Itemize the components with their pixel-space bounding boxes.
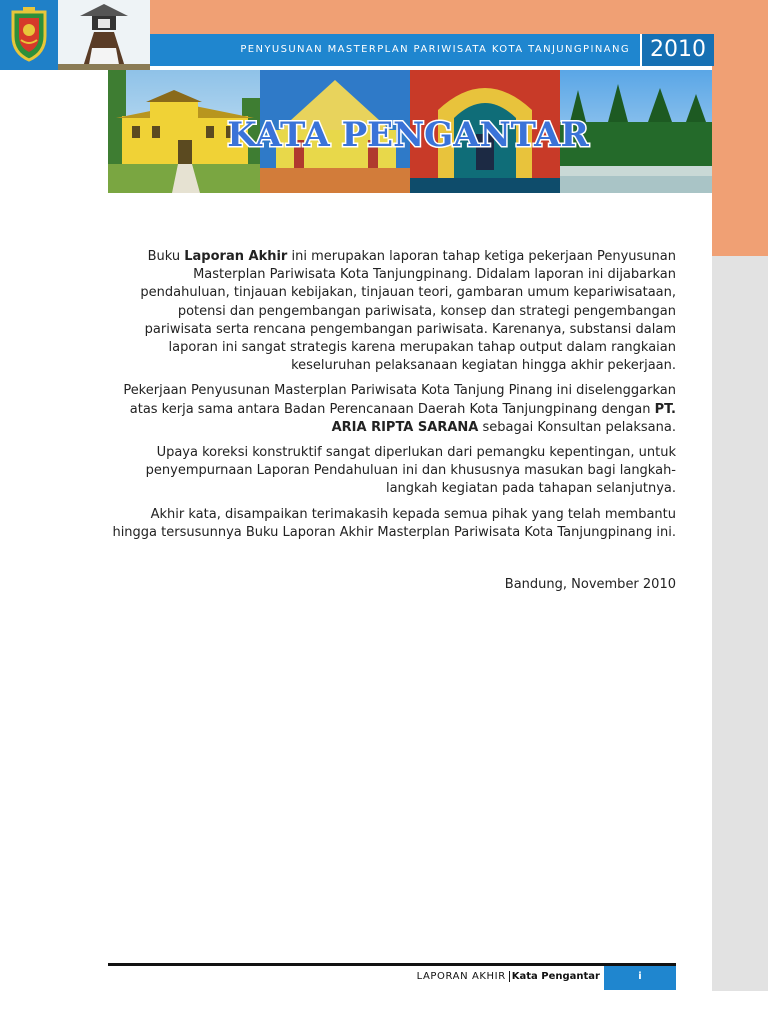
bold-text: Laporan Akhir <box>184 249 288 264</box>
text-run: Pekerjaan Penyusunan Masterplan Pariwisata Kota Tanjung Pinang ini diselenggarkan atas kerja sama antara Badan Perencanaan Daerah Kota Tanjungpinang dengan <box>123 383 676 417</box>
paragraph <box>108 248 676 375</box>
footer-rule <box>108 963 676 966</box>
footer-label <box>108 971 600 982</box>
paragraph <box>108 382 676 437</box>
side-gray-strip <box>712 256 768 991</box>
logo-panel <box>0 0 58 70</box>
bold-text: PT. ARIA RIPTA SARANA <box>331 401 676 435</box>
text-run: ini merupakan laporan tahap ketiga pekerjaan Penyusunan Masterplan Pariwisata Kota Tanjungpinang. Didalam laporan ini dijabarkan pendahuluan, tinjauan kebijakan, tinjauan teori, gambaran umum kepariwisataan, potensi dan pengembangan pariwisata, konsep dan strategi pengembangan pariwisata serta rencana pengembangan pariwisata. Karenanya, substansi dalam laporan ini sangat strategis karena merupakan tahap output dalam rangkaian keseluruhan pelaksanaan kegiatan hingga akhir pekerjaan. <box>140 249 676 374</box>
side-orange-strip <box>712 0 768 256</box>
footer-separator <box>509 971 510 982</box>
year-label: 2010 <box>650 37 706 62</box>
place-date: Bandung, November 2010 <box>504 577 676 592</box>
foreword-body <box>108 248 676 549</box>
year-badge <box>640 34 714 66</box>
footer-report-label: LAPORAN AKHIR <box>416 971 506 982</box>
footer-section: Kata Pengantar <box>511 971 600 982</box>
monument-photo <box>58 0 150 70</box>
text-run: Upaya koreksi konstruktif sangat diperlukan dari pemangku kepentingan, untuk penyempurnaan Laporan Pendahuluan ini dan khususnya masukan bagi langkah-langkah kegiatan pada tahapan selanjutnya. <box>145 445 676 497</box>
document-title: PENYUSUNAN MASTERPLAN PARIWISATA KOTA TANJUNGPINANG <box>240 44 630 55</box>
page-number-box <box>604 966 676 990</box>
paragraph <box>108 444 676 499</box>
text-run: Akhir kata, disampaikan terimakasih kepada semua pihak yang telah membantu hingga tersusunnya Buku Laporan Akhir Masterplan Pariwisata Kota Tanjungpinang ini. <box>112 506 676 540</box>
header-bar <box>150 34 712 66</box>
banner <box>108 70 712 193</box>
banner-title: KATA PENGANTAR <box>227 115 589 155</box>
top-orange-band <box>150 0 768 34</box>
city-emblem-icon <box>8 6 50 62</box>
paragraph <box>108 506 676 542</box>
text-run: Buku <box>147 249 185 264</box>
page-number: i <box>638 971 642 982</box>
text-run: sebagai Konsultan pelaksana. <box>478 419 676 435</box>
